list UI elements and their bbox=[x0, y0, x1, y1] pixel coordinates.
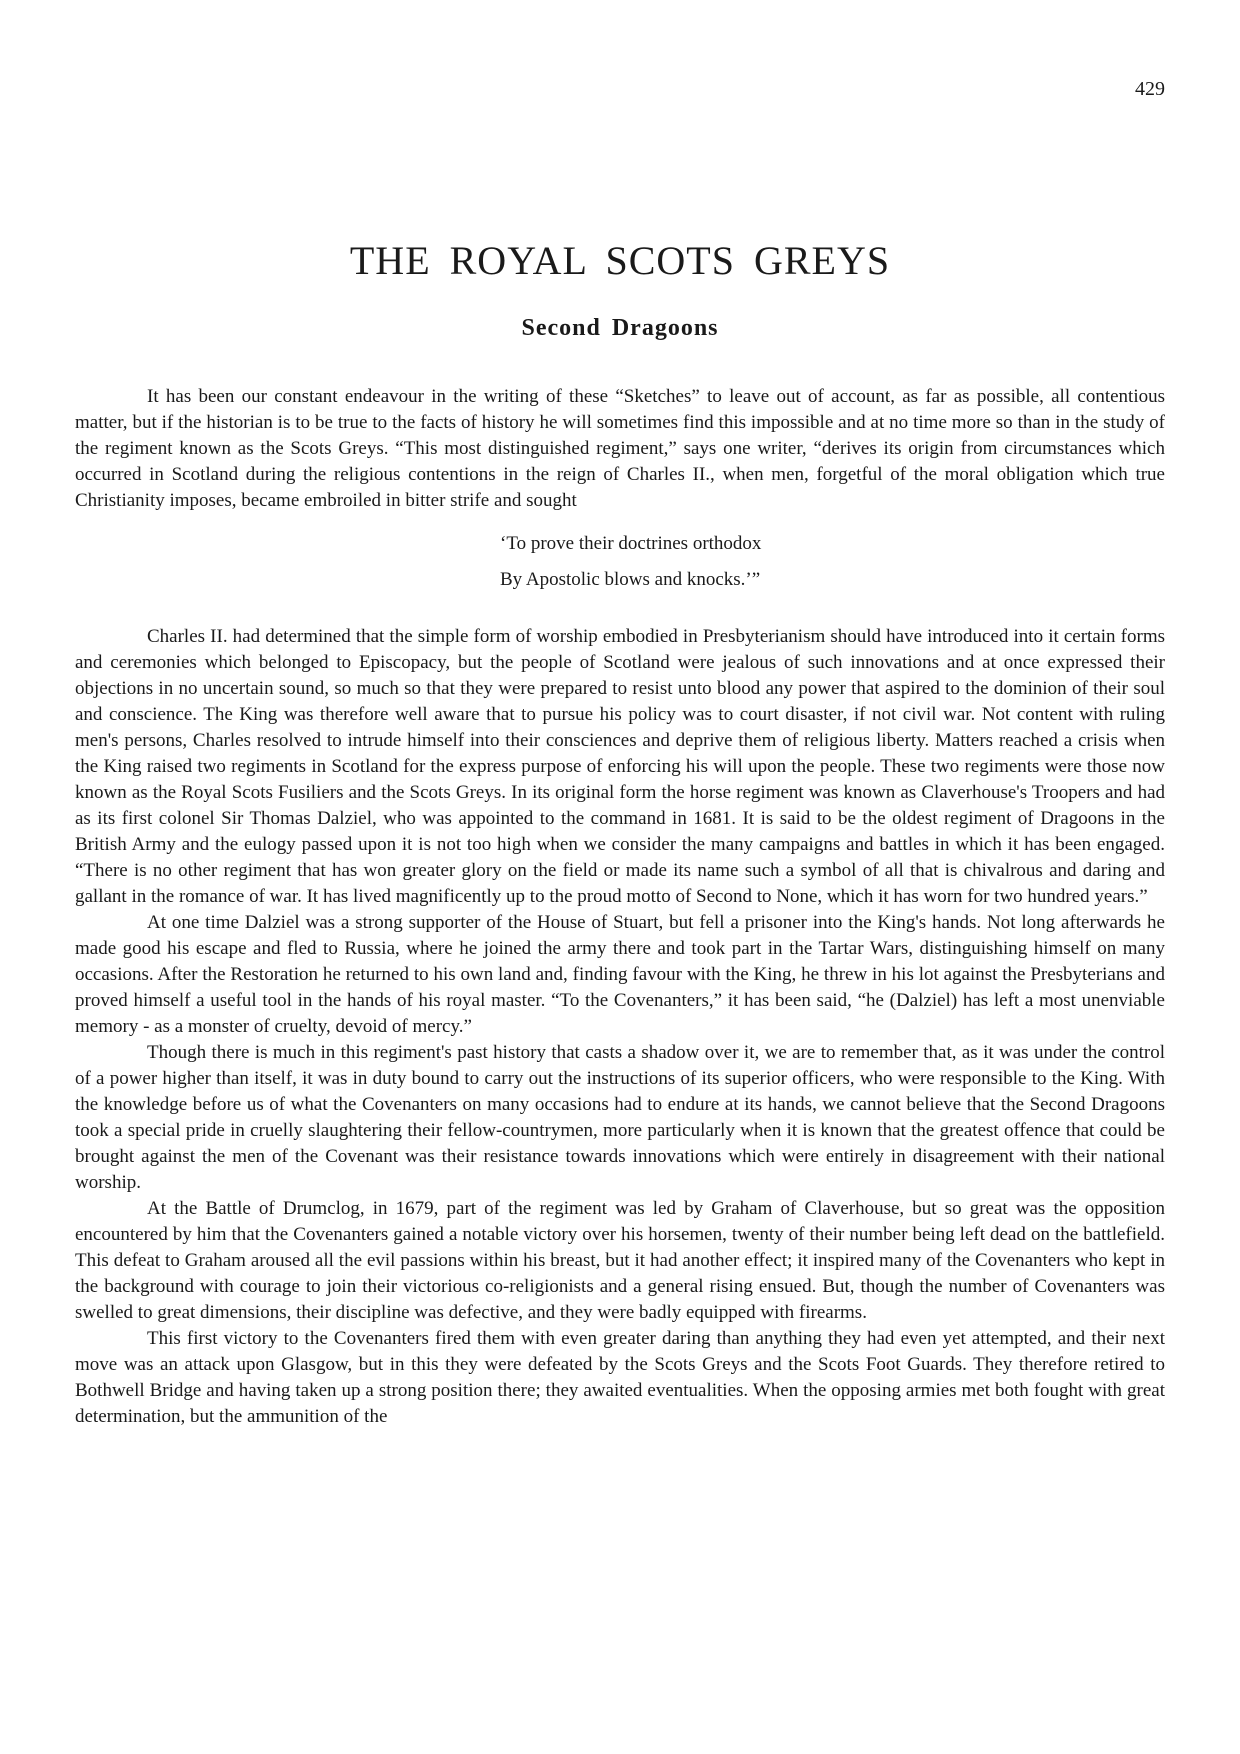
paragraph: Though there is much in this regiment's past history that casts a shadow over it, we are to remember that, as it was under the control of a power higher than itself, it was in duty bound to carry out the instructions of its superior officers, who were responsible to the King. With the knowledge before us of what the Covenanters on many occasions had to endure at its hands, we cannot believe that the Second Dragoons took a special pride in cruelly slaughtering their fellow-countrymen, more particularly when it is known that the greatest offence that could be brought against the men of the Covenant was their resistance towards innovations which were entirely in disagreement with their national worship. bbox=[75, 1042, 1165, 1193]
paragraph: Charles II. had determined that the simple form of worship embodied in Presbyterianism should have introduced into it certain forms and ceremonies which belonged to Episcopacy, but the people of Scotland were jealous of such innovations and at once expressed their objections in no uncertain sound, so much so that they were prepared to resist unto blood any power that aspired to the dominion of their soul and conscience. The King was therefore well aware that to pursue his policy was to court disaster, if not civil war. Not content with ruling men's persons, Charles resolved to intrude himself into their consciences and deprive them of religious liberty. Matters reached a crisis when the King raised two regiments in Scotland for the express purpose of enforcing his will upon the people. These two regiments were those now known as the Royal Scots Fusiliers and the Scots Greys. In its original form the horse regiment was known as Claverhouse's Troopers and had as its first colonel Sir Thomas Dalziel, who was appointed to the command in 1681. It is said to be the oldest regiment of Dragoons in the British Army and the eulogy passed upon it is not too high when we consider the many campaigns and battles in which it has been engaged. “There is no other regiment that has won greater glory on the field or made its name such a symbol of all that is chivalrous and daring and gallant in the romance of war. It has lived magnificently up to the proud motto of Second to None, which it has worn for two hundred years.” bbox=[75, 626, 1165, 907]
verse-quote bbox=[75, 526, 1165, 598]
body-text bbox=[75, 384, 1165, 1430]
verse-line: ‘To prove their doctrines orthodox bbox=[500, 533, 762, 554]
paragraph: At the Battle of Drumclog, in 1679, part of the regiment was led by Graham of Claverhouse, but so great was the opposition encountered by him that the Covenanters gained a notable victory over his horsemen, twenty of their number being left dead on the battlefield. This defeat to Graham aroused all the evil passions within his breast, but it had another effect; it inspired many of the Covenanters who kept in the background with courage to join their victorious co-religionists and a general rising ensued. But, though the number of Covenanters was swelled to great dimensions, their discipline was defective, and they were badly equipped with firearms. bbox=[75, 1198, 1165, 1323]
verse-line: By Apostolic blows and knocks.’” bbox=[500, 569, 761, 590]
page-subtitle: Second Dragoons bbox=[521, 315, 719, 341]
page-number: 429 bbox=[1135, 78, 1165, 100]
paragraph: At one time Dalziel was a strong supporter of the House of Stuart, but fell a prisoner into the King's hands. Not long afterwards he made good his escape and fled to Russia, where he joined the army there and took part in the Tartar Wars, distinguishing himself on many occasions. After the Restoration he returned to his own land and, finding favour with the King, he threw in his lot against the Presbyterians and proved himself a useful tool in the hands of his royal master. “To the Covenanters,” it has been said, “he (Dalziel) has left a most unenviable memory - as a monster of cruelty, devoid of mercy.” bbox=[75, 912, 1165, 1037]
page-title: THE ROYAL SCOTS GREYS bbox=[349, 238, 891, 283]
paragraph: This first victory to the Covenanters fired them with even greater daring than anything they had even yet attempted, and their next move was an attack upon Glasgow, but in this they were defeated by the Scots Greys and the Scots Foot Guards. They therefore retired to Bothwell Bridge and having taken up a strong position there; they awaited eventualities. When the opposing armies met both fought with great determination, but the ammunition of the bbox=[75, 1328, 1165, 1427]
paragraph: It has been our constant endeavour in the writing of these “Sketches” to leave out of account, as far as possible, all contentious matter, but if the historian is to be true to the facts of history he will sometimes find this impossible and at no time more so than in the study of the regiment known as the Scots Greys. “This most distinguished regiment,” says one writer, “derives its origin from circumstances which occurred in Scotland during the religious contentions in the reign of Charles II., when men, forgetful of the moral obligation which true Christianity imposes, became embroiled in bitter strife and sought bbox=[75, 386, 1165, 511]
